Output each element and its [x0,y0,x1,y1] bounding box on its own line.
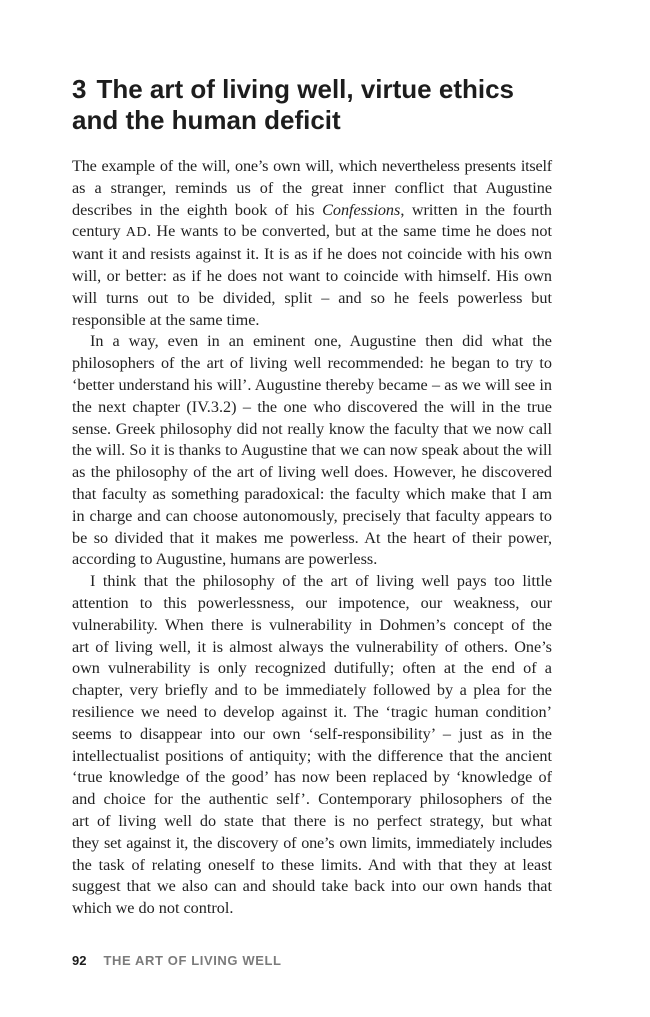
text-line: will turns out to be divided, split – and so he feels powerless but [72,288,552,307]
text-run: . He wants to be converted, but at the same time he does not [147,222,552,241]
text-line: resilience we need to develop against it. The ‘tragic human condition’ [72,702,552,721]
chapter-title-line2: and the human deficit [72,105,341,135]
text-line: which we do not control. [72,899,234,918]
book-page [72,0,552,1017]
chapter-title [72,74,552,136]
text-run: , written in the fourth [400,200,553,219]
page-footer [72,953,282,969]
text-line: ‘better understand his will’. Augustine thereby became – as we will see in [72,375,552,394]
chapter-title-line1: The art of living well, virtue ethics [96,74,515,104]
text-line: as a stranger, reminds us of the great inner conflict that Augustine [72,178,552,197]
text-line: the next chapter (IV.3.2) – the one who discovered the will in the true [72,397,552,416]
text-line: that faculty as something paradoxical: the faculty which make that I am [72,484,552,503]
text-line: art of living well do state that there is no perfect strategy, but what [72,811,552,830]
text-line: intellectualist positions of antiquity; with the difference that the ancient [72,746,552,765]
book-title-confessions: Confessions [322,200,401,219]
text-line: The example of the will, one’s own will, which nevertheless presents itself [72,157,552,175]
text-line: the will. So it is thanks to Augustine that we can now speak about the will [72,441,552,460]
era-abbreviation: AD [125,225,148,241]
text-line: vulnerability. When there is vulnerability in Dohmen’s concept of the [72,615,552,634]
text-line: and choice for the authentic self’. Contemporary philosophers of the [72,790,552,809]
text-run: describes in the eighth book of his [72,200,323,219]
page-number: 92 [72,953,87,968]
text-line: suggest that we also can and should take back into our own hands that [72,877,552,896]
text-line: chapter, very briefly and to be immediately followed by a plea for the [72,681,552,700]
text-line [72,221,552,244]
text-line: ‘true knowledge of the good’ has now been replaced by ‘knowledge of [72,768,552,787]
text-line: I think that the philosophy of the art of living well pays too little [90,572,552,591]
text-line: responsible at the same time. [72,310,260,329]
text-line: they set against it, the discovery of one’s own limits, immediately includes [72,833,552,852]
chapter-number: 3 [72,74,87,104]
text-line: seems to disappear into our own ‘self-responsibility’ – just as in the [72,724,552,743]
text-line: art of living well, it is almost always the vulnerability of others. One’s [72,637,552,656]
text-line [72,200,552,222]
text-line: according to Augustine, humans are powerless. [72,550,378,569]
text-line: own vulnerability is only recognized dutifully; often at the end of a [72,659,552,678]
text-line: as the philosophy of the art of living well does. However, he discovered [72,463,552,482]
running-head: THE ART OF LIVING WELL [103,953,282,968]
text-line: In a way, even in an eminent one, Augustine then did what the [90,332,552,351]
paragraph-2 [72,331,552,571]
text-line: the task of relating oneself to these limits. And with that they at least [72,855,552,874]
paragraph-1 [72,156,552,331]
text-line: want it and resists against it. It is as if he does not coincide with his own [72,245,552,264]
text-line: philosophers of the art of living well recommended: he began to try to [72,354,552,373]
text-line: will, or better: as if he does not want to coincide with himself. His own [72,266,552,285]
paragraph-3 [72,571,552,920]
body-text [72,156,552,920]
text-line: be so divided that it makes me powerless. At the heart of their power, [72,528,552,547]
text-run: century [72,222,126,241]
text-line: in charge and can choose autonomously, precisely that faculty appears to [72,506,552,525]
text-line: attention to this powerlessness, our impotence, our weakness, our [72,593,552,612]
text-line: sense. Greek philosophy did not really know the faculty that we now call [72,419,552,438]
